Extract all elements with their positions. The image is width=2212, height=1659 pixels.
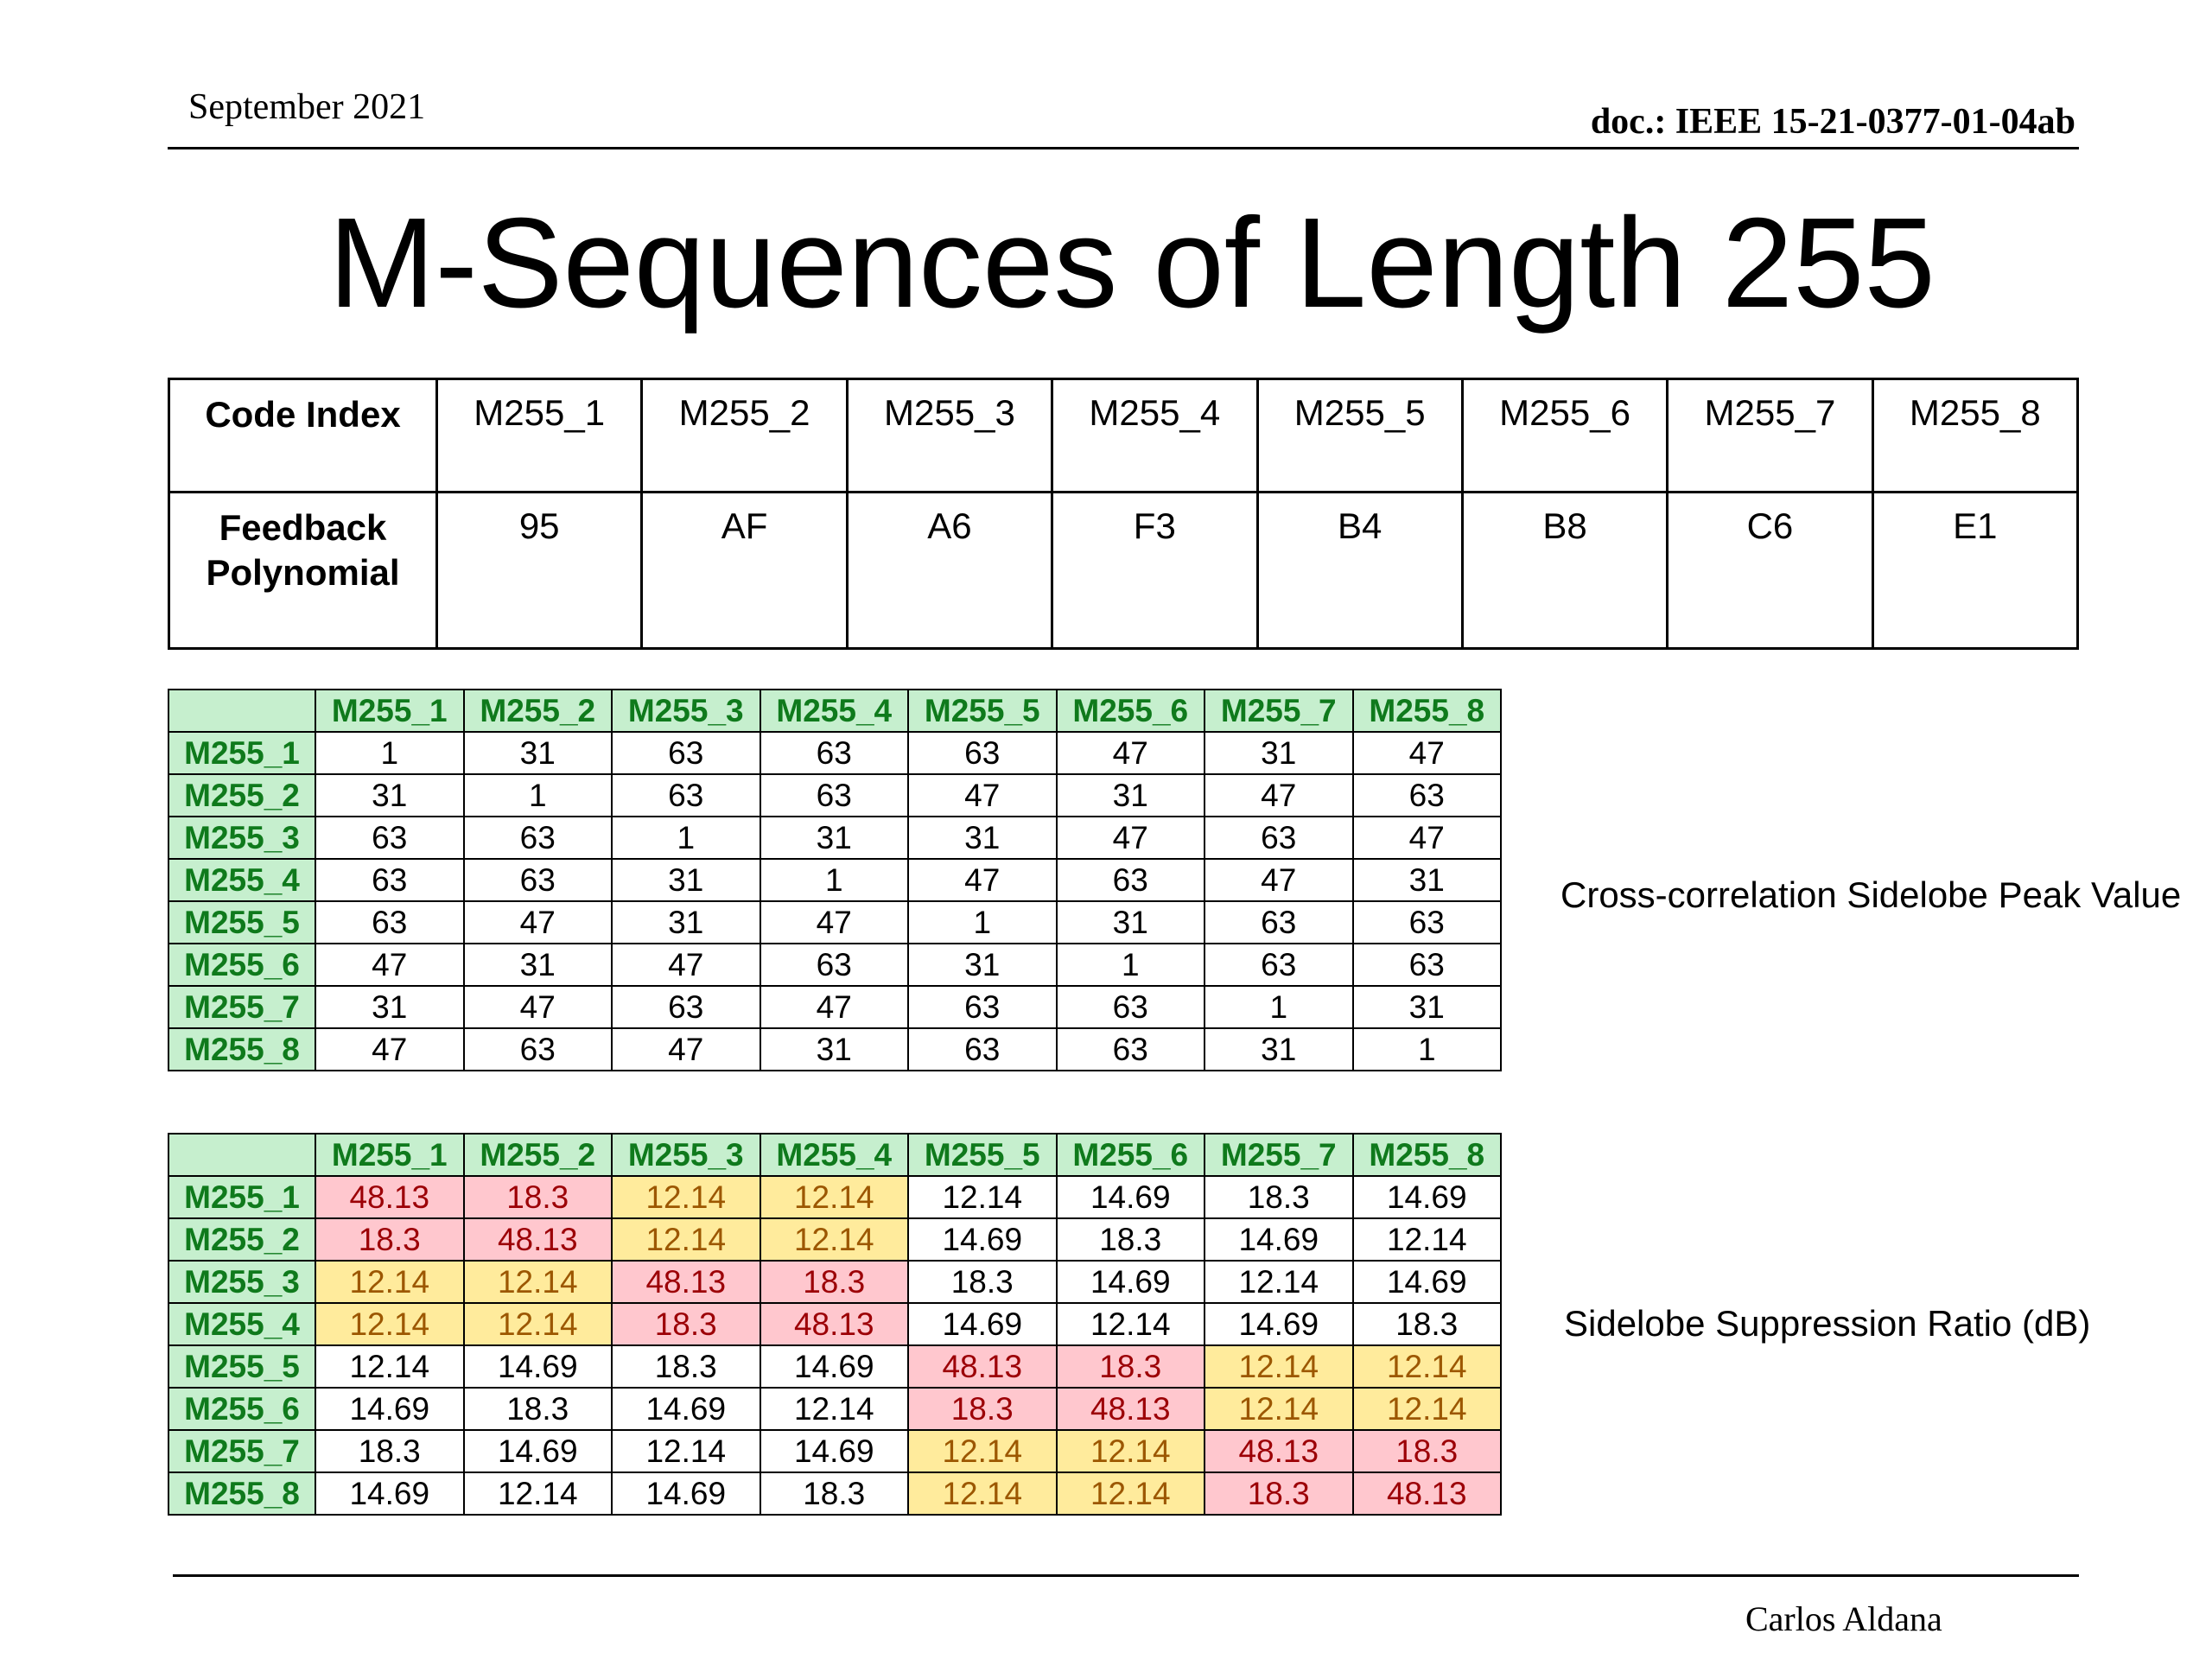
table-cell: 12.14 (612, 1218, 760, 1261)
row-header: M255_3 (168, 817, 315, 859)
row-header: M255_8 (168, 1472, 315, 1515)
table-cell: 12.14 (908, 1472, 1057, 1515)
polynomial-cell: 95 (437, 493, 642, 649)
table-row (168, 1388, 1501, 1430)
table-cell: 31 (908, 944, 1057, 986)
table-cell: 12.14 (1057, 1430, 1205, 1472)
code-index-cell: M255_6 (1462, 379, 1667, 493)
table-row (168, 1303, 1501, 1345)
table-cell: 31 (1353, 859, 1502, 901)
table-cell: 12.14 (1353, 1388, 1502, 1430)
table-cell: 1 (908, 901, 1057, 944)
footer-author: Carlos Aldana (1745, 1599, 1942, 1638)
header-rule (168, 147, 2079, 149)
header-row (168, 690, 1501, 732)
row-header: M255_6 (168, 944, 315, 986)
table-cell: 47 (464, 901, 613, 944)
row-header: M255_8 (168, 1028, 315, 1071)
table-cell: 14.69 (1205, 1218, 1353, 1261)
table-cell: 12.14 (1057, 1303, 1205, 1345)
polynomial-cell: B4 (1257, 493, 1462, 649)
table-cell: 14.69 (908, 1218, 1057, 1261)
table-row (168, 1028, 1501, 1071)
table-cell: 14.69 (1057, 1176, 1205, 1218)
table-cell: 12.14 (760, 1388, 909, 1430)
table-cell: 14.69 (760, 1345, 909, 1388)
polynomial-cell: F3 (1052, 493, 1257, 649)
column-header: M255_8 (1353, 690, 1502, 732)
column-header: M255_2 (464, 690, 613, 732)
column-header: M255_8 (1353, 1134, 1502, 1176)
table-cell: 47 (1057, 732, 1205, 774)
table-cell: 14.69 (612, 1472, 760, 1515)
table-cell: 63 (1353, 944, 1502, 986)
table-cell: 1 (315, 732, 464, 774)
cross-correlation-caption: Cross-correlation Sidelobe Peak Value (1560, 874, 2182, 915)
table-row (168, 1218, 1501, 1261)
row-header: M255_5 (168, 1345, 315, 1388)
table-cell: 14.69 (760, 1430, 909, 1472)
polynomial-cell: AF (642, 493, 847, 649)
table-cell: 14.69 (1205, 1303, 1353, 1345)
column-header: M255_2 (464, 1134, 613, 1176)
table-cell: 12.14 (315, 1303, 464, 1345)
table-row (168, 732, 1501, 774)
table-row (168, 1345, 1501, 1388)
table-cell: 1 (1205, 986, 1353, 1028)
table-cell: 12.14 (464, 1303, 613, 1345)
table-cell: 63 (760, 732, 909, 774)
table-cell: 12.14 (612, 1176, 760, 1218)
table-cell: 14.69 (1353, 1261, 1502, 1303)
table-cell: 31 (1057, 774, 1205, 817)
table-cell: 18.3 (760, 1261, 909, 1303)
table-cell: 18.3 (315, 1218, 464, 1261)
table-cell: 18.3 (1057, 1218, 1205, 1261)
row-header: M255_4 (168, 859, 315, 901)
table-cell: 18.3 (908, 1388, 1057, 1430)
code-index-label: Code Index (169, 379, 437, 493)
code-index-cell: M255_7 (1668, 379, 1872, 493)
row-header: M255_3 (168, 1261, 315, 1303)
table-cell: 63 (612, 732, 760, 774)
table-cell: 31 (1353, 986, 1502, 1028)
header-row (168, 1134, 1501, 1176)
table-cell: 48.13 (1353, 1472, 1502, 1515)
table-cell: 63 (1353, 901, 1502, 944)
row-header: M255_4 (168, 1303, 315, 1345)
table-cell: 63 (1057, 1028, 1205, 1071)
corner-cell (168, 690, 315, 732)
table-cell: 63 (1205, 817, 1353, 859)
table-cell: 63 (908, 732, 1057, 774)
table-cell: 31 (464, 732, 613, 774)
table-cell: 14.69 (908, 1303, 1057, 1345)
table-cell: 31 (1205, 732, 1353, 774)
column-header: M255_3 (612, 690, 760, 732)
table-cell: 48.13 (760, 1303, 909, 1345)
row-header: M255_2 (168, 1218, 315, 1261)
table-cell: 18.3 (1205, 1176, 1353, 1218)
code-index-cell: M255_5 (1257, 379, 1462, 493)
table-cell: 63 (1057, 859, 1205, 901)
row-header: M255_1 (168, 1176, 315, 1218)
table-cell: 63 (315, 901, 464, 944)
table-cell: 47 (1353, 732, 1502, 774)
code-index-row (169, 379, 2078, 493)
table-cell: 47 (612, 1028, 760, 1071)
table-cell: 18.3 (612, 1345, 760, 1388)
polynomial-cell: E1 (1872, 493, 2077, 649)
header-doc-id: doc.: IEEE 15-21-0377-01-04ab (1590, 102, 2075, 142)
column-header: M255_1 (315, 690, 464, 732)
table-cell: 63 (464, 859, 613, 901)
table-cell: 63 (1205, 944, 1353, 986)
table-cell: 31 (612, 859, 760, 901)
table-row (168, 944, 1501, 986)
table-cell: 18.3 (760, 1472, 909, 1515)
row-header: M255_5 (168, 901, 315, 944)
table-row (168, 1176, 1501, 1218)
table-cell: 47 (908, 859, 1057, 901)
column-header: M255_7 (1205, 690, 1353, 732)
row-header: M255_1 (168, 732, 315, 774)
row-header: M255_2 (168, 774, 315, 817)
feedback-polynomial-label (169, 493, 437, 649)
table-cell: 18.3 (464, 1388, 613, 1430)
table-cell: 14.69 (1057, 1261, 1205, 1303)
table-cell: 47 (908, 774, 1057, 817)
code-index-cell: M255_2 (642, 379, 847, 493)
table-row (168, 817, 1501, 859)
table-cell: 47 (464, 986, 613, 1028)
header-date: September 2021 (188, 87, 426, 127)
feedback-polynomial-row (169, 493, 2078, 649)
table-cell: 63 (1057, 986, 1205, 1028)
table-cell: 63 (612, 774, 760, 817)
polynomial-cell: B8 (1462, 493, 1667, 649)
cross-correlation-table (168, 689, 1502, 1071)
table-cell: 63 (315, 859, 464, 901)
table-cell: 48.13 (908, 1345, 1057, 1388)
table-cell: 63 (760, 774, 909, 817)
column-header: M255_5 (908, 1134, 1057, 1176)
code-info-table (168, 378, 2079, 650)
table-cell: 12.14 (612, 1430, 760, 1472)
table-cell: 12.14 (1353, 1345, 1502, 1388)
table-cell: 1 (1057, 944, 1205, 986)
table-cell: 63 (908, 986, 1057, 1028)
table-cell: 18.3 (1057, 1345, 1205, 1388)
suppression-ratio-table (168, 1133, 1502, 1516)
table-cell: 1 (760, 859, 909, 901)
polynomial-cell: A6 (847, 493, 1052, 649)
table-cell: 18.3 (1353, 1303, 1502, 1345)
table-cell: 47 (1353, 817, 1502, 859)
code-index-cell: M255_3 (847, 379, 1052, 493)
table-cell: 1 (464, 774, 613, 817)
table-cell: 12.14 (760, 1218, 909, 1261)
corner-cell (168, 1134, 315, 1176)
table-row (168, 1430, 1501, 1472)
table-cell: 12.14 (315, 1345, 464, 1388)
table-cell: 63 (464, 1028, 613, 1071)
table-cell: 63 (760, 944, 909, 986)
polynomial-cell: C6 (1668, 493, 1872, 649)
table-cell: 14.69 (315, 1472, 464, 1515)
table-cell: 63 (908, 1028, 1057, 1071)
table-row (168, 774, 1501, 817)
column-header: M255_3 (612, 1134, 760, 1176)
table-cell: 48.13 (464, 1218, 613, 1261)
row-header: M255_7 (168, 1430, 315, 1472)
table-cell: 12.14 (760, 1176, 909, 1218)
row-header: M255_7 (168, 986, 315, 1028)
column-header: M255_6 (1057, 690, 1205, 732)
table-cell: 31 (760, 817, 909, 859)
table-cell: 12.14 (908, 1176, 1057, 1218)
table-cell: 12.14 (1205, 1261, 1353, 1303)
code-index-cell: M255_1 (437, 379, 642, 493)
table-cell: 12.14 (908, 1430, 1057, 1472)
table-cell: 47 (760, 986, 909, 1028)
table-cell: 18.3 (464, 1176, 613, 1218)
table-cell: 12.14 (315, 1261, 464, 1303)
table-cell: 14.69 (464, 1345, 613, 1388)
table-cell: 12.14 (1353, 1218, 1502, 1261)
table-cell: 14.69 (315, 1388, 464, 1430)
table-cell: 63 (612, 986, 760, 1028)
table-cell: 31 (612, 901, 760, 944)
row-header: M255_6 (168, 1388, 315, 1430)
table-cell: 63 (464, 817, 613, 859)
table-cell: 12.14 (1205, 1345, 1353, 1388)
table-row (168, 901, 1501, 944)
column-header: M255_5 (908, 690, 1057, 732)
table-cell: 18.3 (315, 1430, 464, 1472)
table-cell: 31 (1205, 1028, 1353, 1071)
table-cell: 63 (1353, 774, 1502, 817)
table-row (168, 859, 1501, 901)
table-cell: 18.3 (1205, 1472, 1353, 1515)
label-line: Feedback (219, 507, 387, 548)
column-header: M255_4 (760, 1134, 909, 1176)
label-line: Polynomial (206, 552, 400, 593)
table-cell: 12.14 (1057, 1472, 1205, 1515)
table-cell: 12.14 (464, 1472, 613, 1515)
table-cell: 31 (315, 774, 464, 817)
table-cell: 48.13 (1205, 1430, 1353, 1472)
table-cell: 48.13 (612, 1261, 760, 1303)
suppression-ratio-caption: Sidelobe Suppression Ratio (dB) (1564, 1303, 2091, 1344)
table-cell: 47 (315, 1028, 464, 1071)
table-cell: 14.69 (464, 1430, 613, 1472)
table-cell: 18.3 (1353, 1430, 1502, 1472)
table-cell: 31 (315, 986, 464, 1028)
table-row (168, 1472, 1501, 1515)
column-header: M255_4 (760, 690, 909, 732)
table-cell: 31 (760, 1028, 909, 1071)
footer-rule (173, 1574, 2079, 1577)
table-cell: 31 (1057, 901, 1205, 944)
table-row (168, 986, 1501, 1028)
table-row (168, 1261, 1501, 1303)
column-header: M255_7 (1205, 1134, 1353, 1176)
table-cell: 47 (612, 944, 760, 986)
table-cell: 14.69 (1353, 1176, 1502, 1218)
table-cell: 47 (315, 944, 464, 986)
table-cell: 12.14 (1205, 1388, 1353, 1430)
table-cell: 31 (908, 817, 1057, 859)
column-header: M255_6 (1057, 1134, 1205, 1176)
table-cell: 1 (1353, 1028, 1502, 1071)
table-cell: 31 (464, 944, 613, 986)
table-cell: 48.13 (315, 1176, 464, 1218)
table-cell: 12.14 (464, 1261, 613, 1303)
table-cell: 48.13 (1057, 1388, 1205, 1430)
code-index-cell: M255_4 (1052, 379, 1257, 493)
code-index-cell: M255_8 (1872, 379, 2077, 493)
page-title: M-Sequences of Length 255 (328, 192, 1936, 334)
table-cell: 14.69 (612, 1388, 760, 1430)
table-cell: 63 (315, 817, 464, 859)
table-cell: 1 (612, 817, 760, 859)
table-cell: 18.3 (612, 1303, 760, 1345)
table-cell: 47 (1205, 859, 1353, 901)
table-cell: 47 (1205, 774, 1353, 817)
table-cell: 18.3 (908, 1261, 1057, 1303)
column-header: M255_1 (315, 1134, 464, 1176)
table-cell: 47 (1057, 817, 1205, 859)
table-cell: 47 (760, 901, 909, 944)
table-cell: 63 (1205, 901, 1353, 944)
